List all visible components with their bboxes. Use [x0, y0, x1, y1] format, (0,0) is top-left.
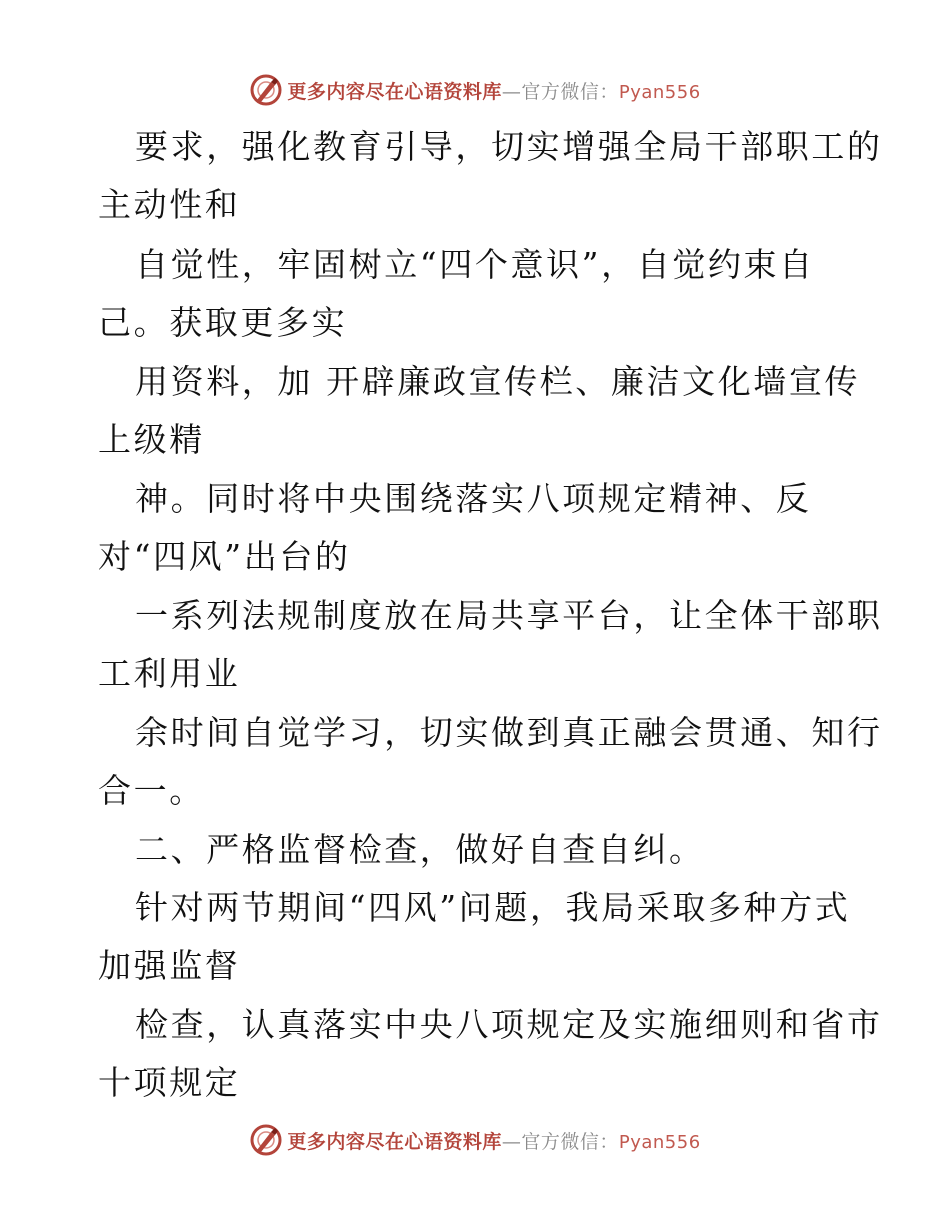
body-line: 一系列法规制度放在局共享平台，让全体干部职	[135, 596, 883, 635]
footer-separator: —	[501, 1130, 522, 1153]
header-separator: —	[501, 80, 522, 103]
body-line: 加强监督	[98, 946, 241, 985]
body-line: 上级精	[98, 420, 205, 459]
body-line: 要求，强化教育引导，切实增强全局干部职工的	[135, 127, 883, 166]
body-line: 十项规定	[98, 1063, 241, 1102]
body-line: 己。获取更多实	[98, 303, 348, 342]
footer-text	[287, 1127, 700, 1154]
pen-circle-logo-icon	[249, 1123, 283, 1157]
body-line: 余时间自觉学习，切实做到真正融会贯通、知行	[135, 713, 883, 752]
header-brand-text: 更多内容尽在心语资料库	[287, 80, 502, 103]
body-line: 对“四风”出台的	[98, 537, 351, 576]
footer-brand-text: 更多内容尽在心语资料库	[287, 1130, 502, 1153]
body-line: 检查，认真落实中央八项规定及实施细则和省市	[135, 1005, 883, 1044]
body-line: 针对两节期间“四风”问题，我局采取多种方式	[135, 888, 851, 927]
body-line: 合一。	[98, 771, 205, 810]
body-line: 工利用业	[98, 654, 241, 693]
body-line: 主动性和	[98, 185, 241, 224]
body-line: 用资料，加 开辟廉政宣传栏、廉洁文化墙宣传	[135, 362, 861, 401]
header-wechat-label: 官方微信：	[521, 80, 619, 103]
body-line: 自觉性，牢固树立“四个意识”，自觉约束自	[135, 245, 815, 284]
footer-wechat-id: Pyan556	[618, 1131, 701, 1153]
header-wechat-id: Pyan556	[618, 81, 701, 103]
section-heading: 二、严格监督检查，做好自查自纠。	[135, 830, 705, 869]
footer-wechat-label: 官方微信：	[521, 1130, 619, 1153]
footer-banner	[0, 1120, 950, 1160]
body-line: 神。同时将中央围绕落实八项规定精神、反	[135, 479, 812, 518]
